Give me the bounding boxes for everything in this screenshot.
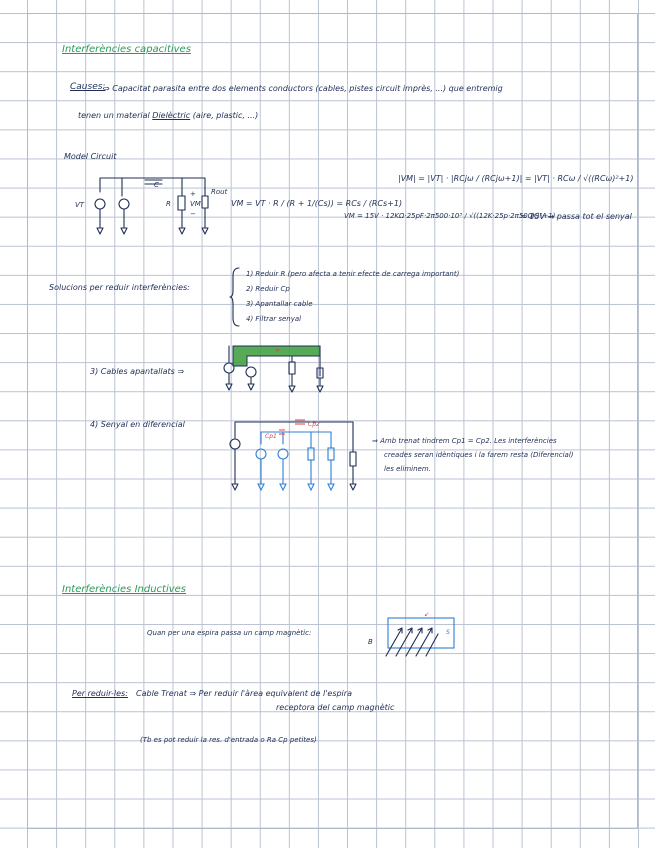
- solution-2: 2) Reduir Cp: [246, 285, 290, 293]
- reduce-label: Per reduir-les:: [72, 689, 128, 698]
- solutions-brace: [230, 266, 240, 328]
- equation-vm: VM = VT · R / (R + 1/(Cs)) = RCs / (RCs+1): [231, 199, 403, 208]
- differential-cable-diagram: [225, 418, 365, 498]
- svg-text:≠: ≠: [275, 347, 281, 354]
- svg-text:↙: ↙: [424, 611, 430, 618]
- equation-numeric: VM = 15V · 12KΩ·25pF·2π500·10³ / √((12K·25p·2π500K)²+1): [344, 212, 556, 220]
- shielded-cables-label: 3) Cables apantallats ⇒: [90, 367, 185, 376]
- model-circuit-label: Model Circuit: [64, 152, 117, 161]
- heading-inductive: Interferències Inductives: [62, 584, 187, 595]
- equation-result: ≈ 15V → passa tot el senyal: [520, 212, 632, 221]
- causes-line-2: tenen un material Dielèctric (aire, plastic, ...): [78, 111, 259, 120]
- svg-text:VM: VM: [190, 200, 201, 208]
- svg-text:Cp2: Cp2: [308, 421, 320, 428]
- equation-abs-vm: |VM| = |VT| · |RCjω / (RCjω+1)| = |VT| · RCω / √((RCω)²+1): [398, 174, 634, 183]
- heading-capacitive: Interferències capacitives: [62, 44, 191, 55]
- differential-note-1: ⇒ Amb trenat tindrem Cp1 = Cp2. Les interferències: [372, 437, 557, 445]
- svg-text:VT: VT: [75, 201, 85, 209]
- inductive-note: (Tb es pot reduir la res. d'entrada o Ra Cp petites): [140, 736, 317, 744]
- magnetic-flux-label: Quan per una espira passa un camp magnètic:: [147, 629, 312, 637]
- svg-text:S: S: [446, 629, 450, 636]
- reduce-line-1: Cable Trenat ⇒ Per reduir l'àrea equivalent de l'espira: [136, 689, 352, 698]
- svg-text:Rout: Rout: [211, 188, 228, 196]
- svg-text:−: −: [190, 210, 196, 218]
- model-circuit-diagram: [70, 166, 230, 246]
- svg-text:C: C: [154, 181, 159, 189]
- differential-label: 4) Senyal en diferencial: [90, 420, 185, 429]
- differential-note-2: creades seran idèntiques i la farem resta (Diferencial): [384, 451, 574, 459]
- solution-1: 1) Reduir R (pero afecta a tenir efecte de carrega important): [246, 270, 460, 278]
- loop-magnetic-field-diagram: [368, 610, 458, 660]
- svg-text:B: B: [368, 638, 373, 646]
- solution-3: 3) Apantallar cable: [246, 300, 313, 308]
- causes-label: Causes:: [70, 82, 106, 92]
- differential-note-3: les eliminem.: [384, 465, 431, 473]
- causes-line-1: ⇒ Capacitat parasita entre dos elements conductors (cables, pistes circuit imprès, ...) que entremig: [103, 84, 503, 93]
- solution-4: 4) Filtrar senyal: [246, 315, 302, 323]
- svg-text:R: R: [166, 200, 171, 208]
- svg-text:Cp1: Cp1: [265, 433, 277, 440]
- svg-text:+: +: [190, 190, 196, 198]
- reduce-line-2: receptora del camp magnètic: [276, 703, 395, 712]
- shielded-cable-diagram: [215, 340, 330, 400]
- solutions-label: Solucions per reduir interferències:: [49, 283, 190, 292]
